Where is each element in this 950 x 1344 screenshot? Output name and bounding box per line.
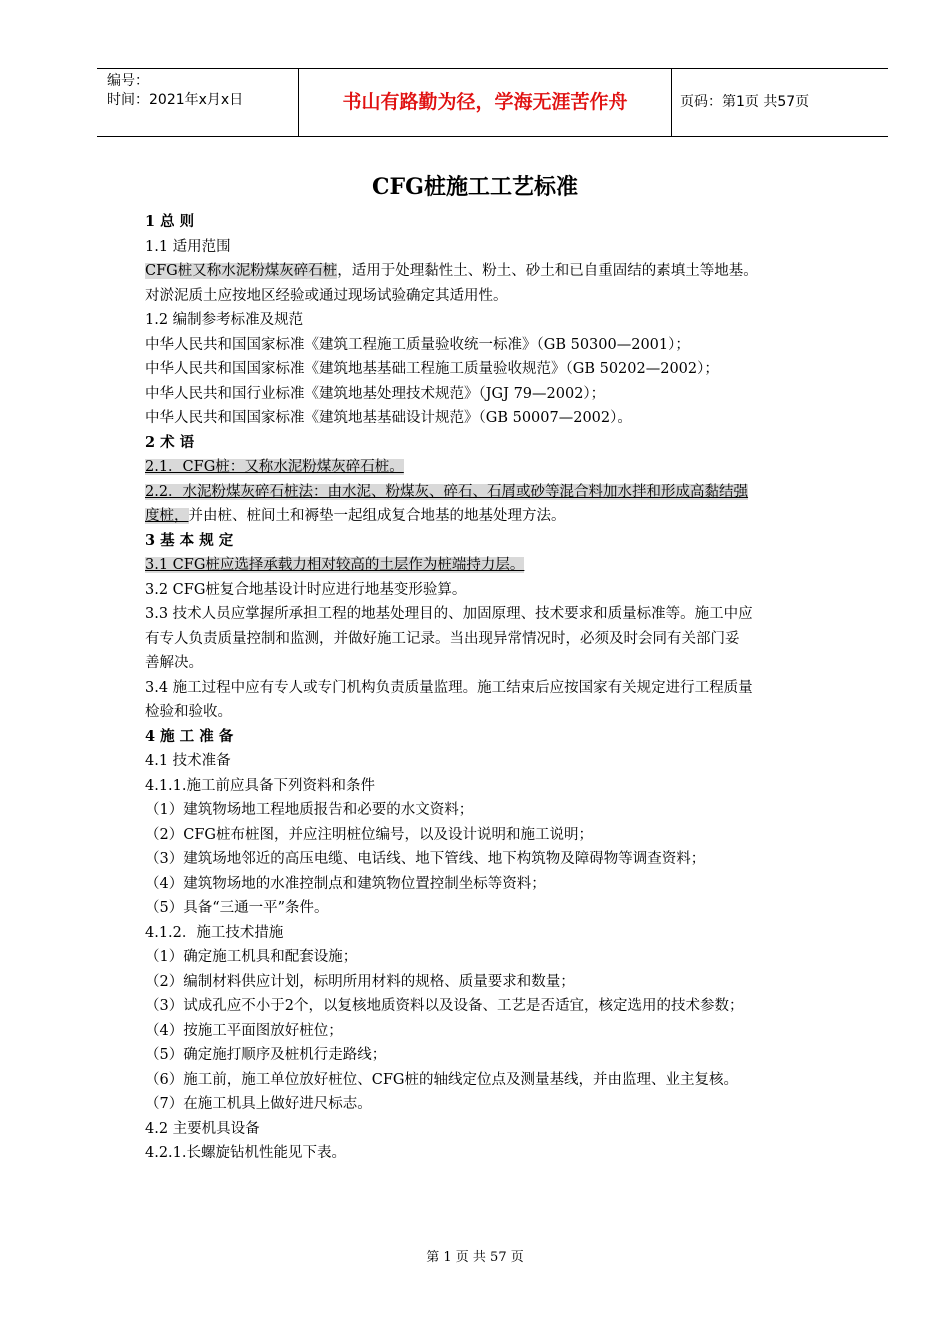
section-heading: 4 施 工 准 备 [145, 727, 234, 745]
subsection-heading: 4.1.2．施工技术措施 [145, 924, 284, 941]
term-item [145, 504, 845, 529]
reference-item: 中华人民共和国国家标准《建筑地基基础设计规范》（GB 50007—2002）。 [145, 410, 632, 426]
list-item: （4）建筑物场地的水准控制点和建筑物位置控制坐标等资料； [145, 875, 546, 892]
header-meta [97, 69, 299, 136]
text-span: ，适用于处理黏性土、粉土、砂土和已自重固结的素填土等地基。 [337, 263, 758, 279]
page-header [97, 68, 888, 137]
list-item: （2）CFG桩布桩图，并应注明桩位编号，以及设计说明和施工说明； [145, 826, 593, 843]
subsection-heading: 4.1.1.施工前应具备下列资料和条件 [145, 777, 376, 794]
term-item [145, 455, 845, 480]
document-body [145, 210, 845, 1166]
subsection-heading: 4.1 技术准备 [145, 753, 231, 769]
section-heading: 1 总 则 [145, 213, 195, 230]
highlighted-text: 度桩， [145, 508, 189, 524]
highlighted-text: 2.2．水泥粉煤灰碎石桩法：由水泥、粉煤灰、碎石、石屑或砂等混合料加水拌和形成高黏结强 [145, 483, 749, 500]
list-item: （1）确定施工机具和配套设施； [145, 949, 358, 965]
paragraph-line: 善解决。 [145, 655, 203, 671]
paragraph-line: 有专人负责质量控制和监测，并做好施工记录。当出现异常情况时，必须及时会同有关部门妥 [145, 630, 740, 647]
text-span: 并由桩、桩间土和褥垫一起组成复合地基的地基处理方法。 [188, 508, 566, 524]
term-item [145, 480, 845, 505]
rule-item [145, 553, 845, 578]
list-item: （2）编制材料供应计划，标明所用材料的规格、质量要求和数量； [145, 973, 575, 990]
highlighted-text: 2.1．CFG桩：又称水泥粉煤灰碎石桩。 [145, 459, 404, 475]
subsection-heading: 1.1 适用范围 [145, 238, 231, 255]
page-footer: 第 1 页 共 57 页 [426, 1250, 524, 1265]
list-item: （5）具备“三通一平”条件。 [145, 900, 329, 916]
list-item: （5）确定施打顺序及桩机行走路线； [145, 1047, 387, 1063]
header-motto: 书山有路勤为径，学海无涯苦作舟 [299, 69, 672, 136]
reference-item: 中华人民共和国行业标准《建筑地基处理技术规范》（JGJ 79—2002）； [145, 385, 606, 402]
header-page-info: 页码：第1页 共57页 [680, 94, 810, 110]
paragraph-line: 对淤泥质土应按地区经验或通过现场试验确定其适用性。 [145, 287, 508, 304]
reference-item: 中华人民共和国国家标准《建筑工程施工质量验收统一标准》（GB 50300—2001）； [145, 336, 690, 353]
paragraph-line [145, 259, 845, 284]
list-item: （7）在施工机具上做好进尺标志。 [145, 1096, 372, 1112]
paragraph-line: 检验和验收。 [145, 704, 232, 720]
rule-item: 3.4 施工过程中应有专人或专门机构负责质量监理。施工结束后应按国家有关规定进行工程质量 [145, 679, 753, 696]
list-item: （3）建筑场地邻近的高压电缆、电话线、地下管线、地下构筑物及障碍物等调查资料； [145, 851, 706, 867]
subsection-heading: 4.2.1.长螺旋钻机性能见下表。 [145, 1145, 347, 1161]
code-label: 编号： [107, 73, 149, 89]
section-heading: 3 基 本 规 定 [145, 531, 234, 549]
highlighted-text: CFG桩又称水泥粉煤灰碎石桩 [145, 263, 338, 279]
list-item: （1）建筑物场地工程地质报告和必要的水文资料； [145, 802, 474, 818]
section-heading: 2 术 语 [145, 433, 195, 451]
highlighted-text: 3.1 CFG桩应选择承载力相对较高的土层作为桩端持力层。 [145, 557, 525, 573]
reference-item: 中华人民共和国国家标准《建筑地基基础工程施工质量验收规范》（GB 50202—2002）； [145, 361, 719, 377]
rule-item: 3.3 技术人员应掌握所承担工程的地基处理目的、加固原理、技术要求和质量标准等。施工中应 [145, 606, 753, 622]
rule-item: 3.2 CFG桩复合地基设计时应进行地基变形验算。 [145, 581, 467, 598]
document-title: CFG桩施工工艺标准 [372, 174, 578, 200]
list-item: （6）施工前，施工单位放好桩位、CFG桩的轴线定位点及测量基线，并由监理、业主复核。 [145, 1071, 738, 1088]
list-item: （4）按施工平面图放好桩位； [145, 1022, 343, 1039]
list-item: （3）试成孔应不小于2个，以复核地质资料以及设备、工艺是否适宜，核定选用的技术参数； [145, 998, 744, 1014]
subsection-heading: 4.2 主要机具设备 [145, 1120, 260, 1137]
time-label: 时间：2021年x月x日 [107, 92, 244, 108]
subsection-heading: 1.2 编制参考标准及规范 [145, 312, 304, 328]
